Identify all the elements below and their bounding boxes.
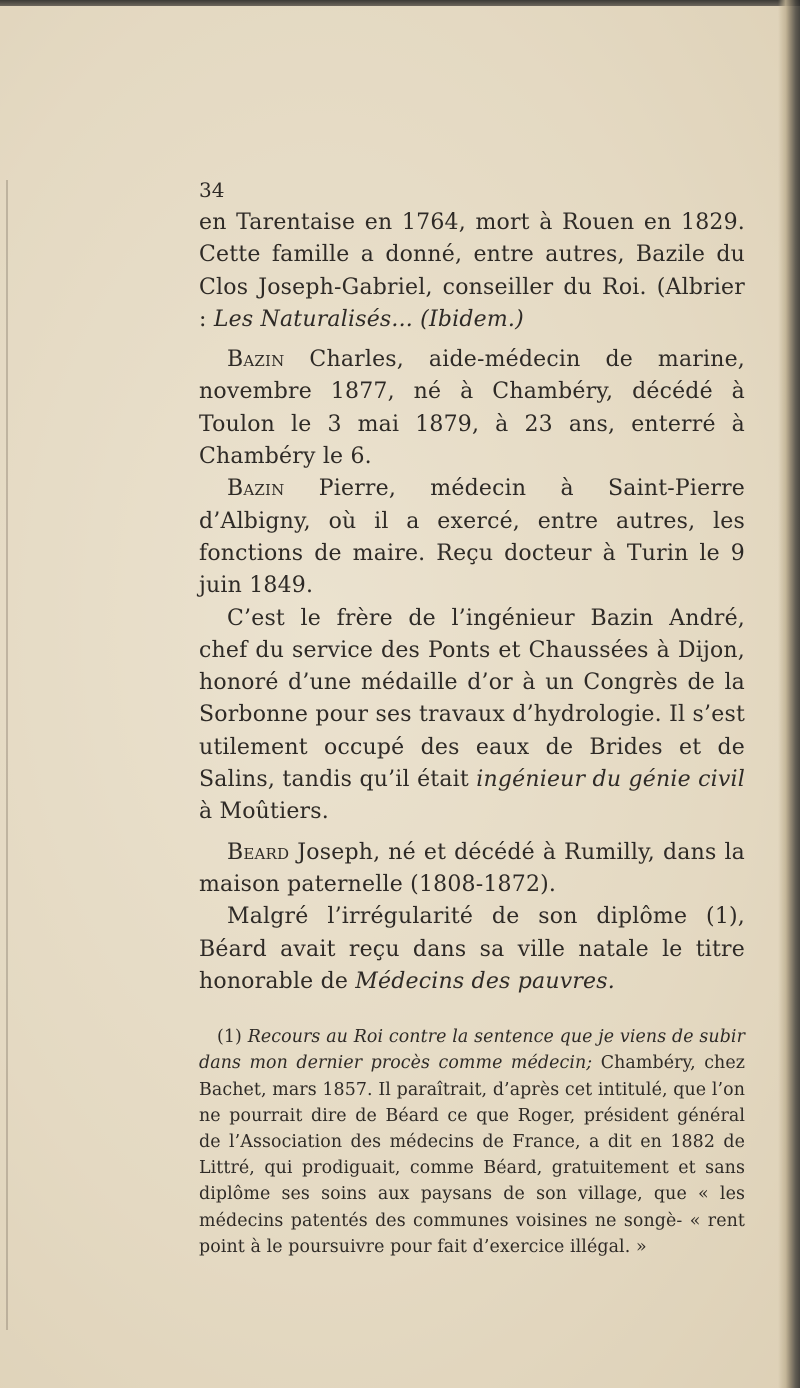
paragraph-5-text: Joseph, né et décédé à Rumilly, dans la maison paternelle (1808-1872).: [199, 839, 745, 897]
entry-name-bazin-pierre: Bazin: [227, 476, 285, 502]
paragraph-1: [199, 207, 745, 336]
footnote-italic-title: Recours au Roi contre la sentence que je viens de subir dans mon dernier procès comme médecin;: [199, 1027, 746, 1074]
page-number: 34: [199, 178, 225, 202]
paragraph-1-italic: Les Naturalisés... (Ibidem.): [213, 306, 524, 332]
paragraph-4-text: C’est le frère de l’ingénieur Bazin André, chef du service des Ponts et Chaussées à Dijon, honoré d’une médaille d’or à un Congrès de la Sorbonne pour ses travaux d’hydrologie. Il s’est utilement occupé des eaux de Brides et de Salins, tandis qu’il était: [199, 605, 745, 793]
paragraph-1-text: en Tarentaise en 1764, mort à Rouen en 1829. Cette famille a donné, entre autres, Bazile du Clos Joseph-Gabriel, conseiller du Roi. (Albrier :: [199, 210, 745, 332]
footnote-mark: (1): [217, 1027, 248, 1048]
paragraph-2-text: Charles, aide-médecin de marine, novembre 1877, né à Chambéry, décédé à Toulon le 3 mai 1879, à 23 ans, enterré à Chambéry le 6.: [199, 347, 745, 470]
paragraph-4: [199, 603, 745, 829]
footnote: [199, 1024, 745, 1260]
entry-name-beard: Beard: [227, 839, 290, 865]
entry-name-bazin-charles: Bazin: [227, 347, 285, 373]
main-text: [199, 207, 745, 998]
paragraph-4-text-end: à Moûtiers.: [199, 799, 329, 825]
book-spine-edge: [778, 0, 800, 1388]
paragraph-6-italic: Médecins des pauvres.: [355, 968, 615, 994]
paragraph-5: [199, 837, 745, 902]
footnote-text: Chambéry, chez Bachet, mars 1857. Il paraîtrait, d’après cet intitulé, que l’on ne pourrait dire de Béard ce que Roger, président général de l’Association des médecins de France, a dit en 1882 de Littré, qui prodiguait, comme Béard, gratuitement et sans diplôme ses soins aux paysans de son village, que « les médecins patentés des communes voisines ne songè- « rent point à le poursuivre pour fait d’exercice illégal. »: [199, 1053, 745, 1257]
paragraph-6: [199, 901, 745, 998]
paragraph-3-text: Pierre, médecin à Saint-Pierre d’Albigny, où il a exercé, entre autres, les fonctions de maire. Reçu docteur à Turin le 9 juin 1849.: [199, 476, 745, 599]
paragraph-3: [199, 473, 745, 602]
text-column: [199, 173, 745, 1277]
paragraph-4-italic: ingénieur du génie civil: [476, 767, 745, 793]
page-fold-line: [6, 180, 8, 1330]
paragraph-6-text: Malgré l’irrégularité de son diplôme (1), Béard avait reçu dans sa ville natale le titre honorable de: [199, 904, 745, 994]
page-top-edge: [0, 0, 800, 6]
paragraph-2: [199, 344, 745, 473]
